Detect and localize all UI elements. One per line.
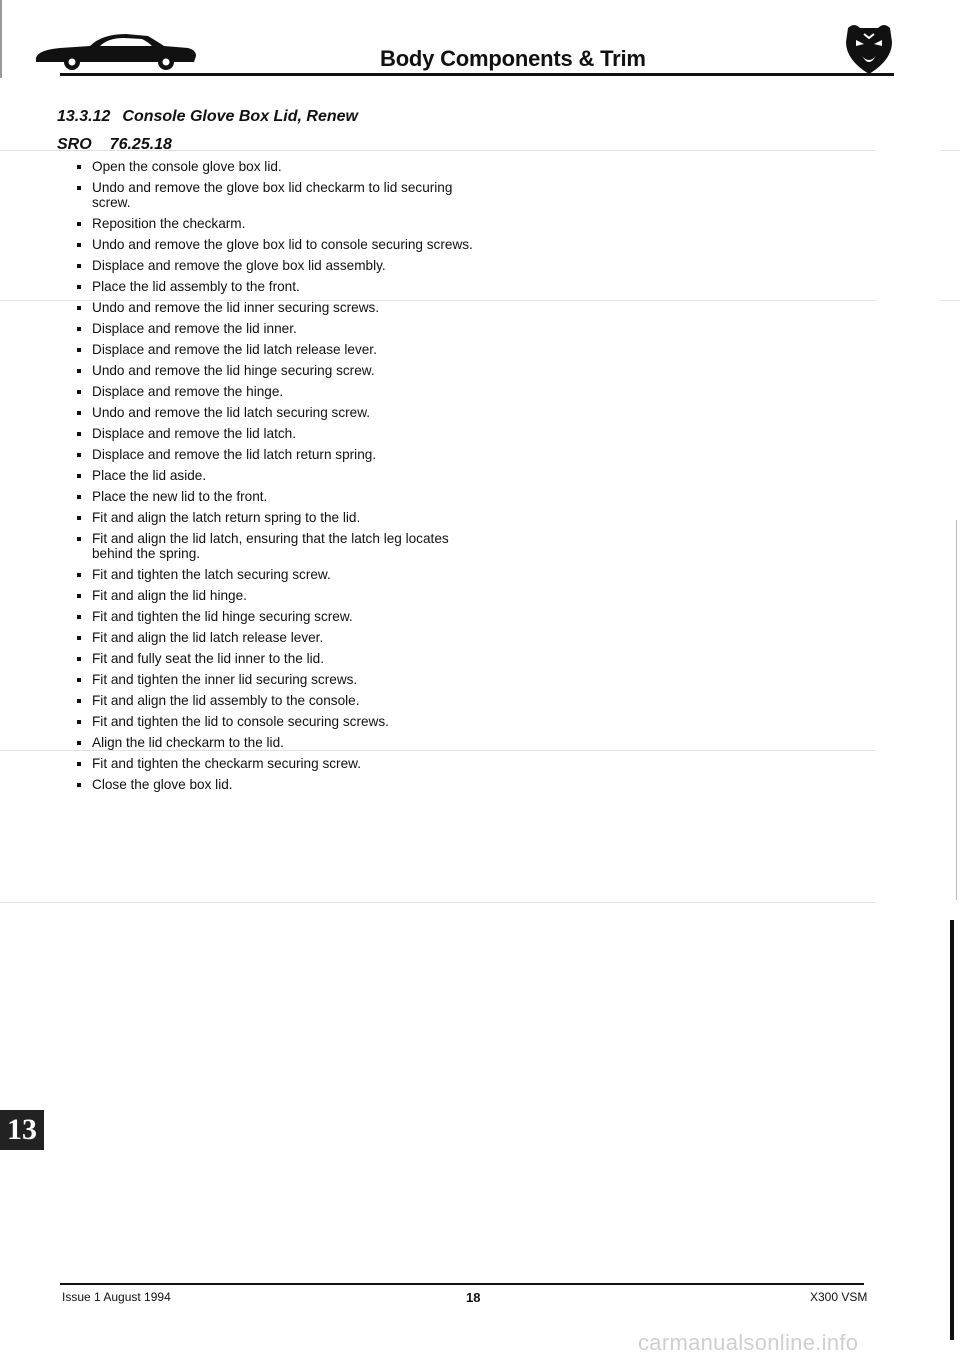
procedure-step: Displace and remove the lid latch return spring.: [76, 447, 486, 462]
procedure-step: Undo and remove the lid latch securing screw.: [76, 405, 486, 420]
procedure-step: Reposition the checkarm.: [76, 216, 486, 231]
procedure-step: Fit and align the latch return spring to the lid.: [76, 510, 486, 525]
binding-edge: [950, 920, 954, 1340]
procedure-step: Fit and tighten the checkarm securing screw.: [76, 756, 486, 771]
procedure-step: Fit and align the lid latch, ensuring that the latch leg locates behind the spring.: [76, 531, 486, 561]
chapter-tab: 13: [0, 1110, 44, 1150]
procedure-step: Displace and remove the lid latch release lever.: [76, 342, 486, 357]
procedure-step: Undo and remove the glove box lid to console securing screws.: [76, 237, 486, 252]
procedure-step: Fit and fully seat the lid inner to the lid.: [76, 651, 486, 666]
scan-line: [940, 300, 960, 301]
issue-date: Issue 1 August 1994: [62, 1290, 171, 1304]
procedure-step: Fit and align the lid latch release lever.: [76, 630, 486, 645]
procedure-step: Place the lid assembly to the front.: [76, 279, 486, 294]
procedure-step: Place the lid aside.: [76, 468, 486, 483]
procedure-step: Fit and align the lid hinge.: [76, 588, 486, 603]
procedure-step: Displace and remove the lid inner.: [76, 321, 486, 336]
procedure-step: Undo and remove the lid inner securing screws.: [76, 300, 486, 315]
procedure-step: Displace and remove the lid latch.: [76, 426, 486, 441]
procedure-step: Displace and remove the hinge.: [76, 384, 486, 399]
header-rule: [60, 73, 894, 76]
procedure-step: Displace and remove the glove box lid assembly.: [76, 258, 486, 273]
procedure-step: Fit and tighten the inner lid securing screws.: [76, 672, 486, 687]
procedure-step: Close the glove box lid.: [76, 777, 486, 792]
procedure-step: Place the new lid to the front.: [76, 489, 486, 504]
footer-rule: [60, 1283, 864, 1285]
document-code: X300 VSM: [810, 1290, 868, 1304]
scan-line: [0, 902, 876, 903]
section-title-text: Console Glove Box Lid, Renew: [122, 108, 358, 125]
procedure-step: Open the console glove box lid.: [76, 159, 486, 174]
scan-edge: [956, 520, 957, 900]
procedure-step: Fit and tighten the latch securing screw.: [76, 567, 486, 582]
page-header: [30, 16, 898, 78]
procedure-step: Undo and remove the glove box lid checkarm to lid securing screw.: [76, 180, 486, 210]
procedure-step: Align the lid checkarm to the lid.: [76, 735, 486, 750]
watermark: carmanualsonline.info: [638, 1330, 859, 1355]
procedure-steps: [76, 159, 486, 798]
car-silhouette-icon: [30, 28, 200, 72]
sro-line: [57, 136, 172, 154]
page-title: Body Components & Trim: [380, 46, 646, 71]
procedure-step: Fit and tighten the lid to console securing screws.: [76, 714, 486, 729]
jaguar-head-icon: [840, 20, 898, 76]
section-heading: [57, 108, 358, 126]
scan-line: [940, 150, 960, 151]
procedure-step: Fit and tighten the lid hinge securing screw.: [76, 609, 486, 624]
page-edge-mark: [0, 0, 2, 78]
procedure-step: Fit and align the lid assembly to the console.: [76, 693, 486, 708]
procedure-step: Undo and remove the lid hinge securing screw.: [76, 363, 486, 378]
sro-label: SRO: [57, 136, 92, 153]
page-number: 18: [466, 1290, 481, 1305]
sro-code: 76.25.18: [109, 136, 172, 153]
section-number: 13.3.12: [57, 108, 111, 125]
